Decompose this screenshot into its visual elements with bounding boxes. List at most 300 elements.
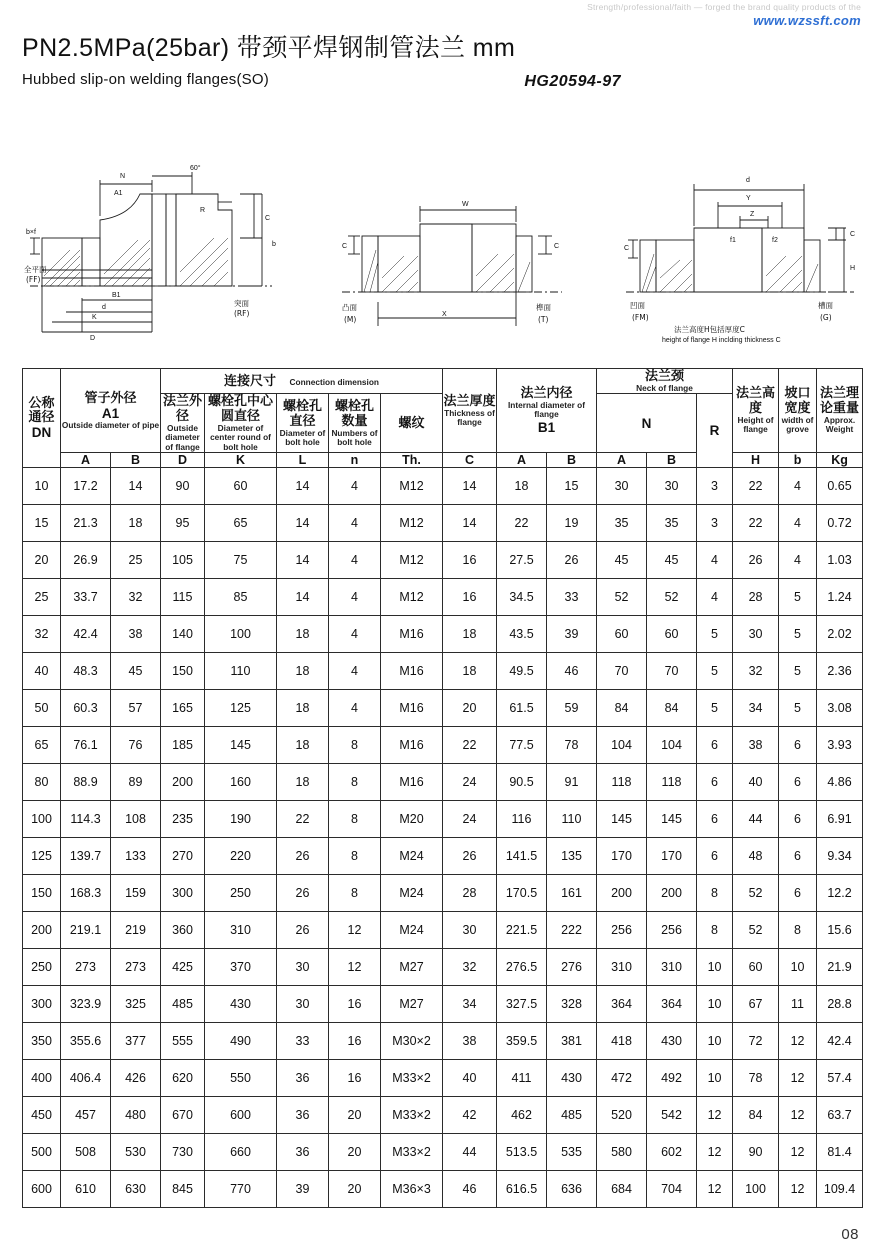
specification-table-wrapper bbox=[22, 368, 861, 1208]
header-c-cn: 法兰厚度 bbox=[443, 392, 496, 408]
svg-text:(RF): (RF) bbox=[234, 309, 250, 318]
page-subtitle: Hubbed slip-on welding flanges(SO) bbox=[22, 71, 269, 88]
table-cell: 26 bbox=[443, 837, 497, 874]
table-cell: 12 bbox=[779, 1022, 817, 1059]
table-cell: 12 bbox=[779, 1096, 817, 1133]
table-cell: 273 bbox=[61, 948, 111, 985]
table-cell: 14 bbox=[277, 541, 329, 578]
table-cell: 116 bbox=[497, 800, 547, 837]
table-cell: 8 bbox=[779, 911, 817, 948]
table-cell: 28 bbox=[443, 874, 497, 911]
table-cell: 22 bbox=[277, 800, 329, 837]
svg-text:(T): (T) bbox=[538, 315, 549, 324]
symbol-B1-B: B bbox=[547, 452, 597, 467]
table-cell: 125 bbox=[205, 689, 277, 726]
table-cell: 33 bbox=[277, 1022, 329, 1059]
table-cell: 30 bbox=[597, 467, 647, 504]
table-cell: 310 bbox=[597, 948, 647, 985]
table-cell: 530 bbox=[111, 1133, 161, 1170]
table-cell: 33 bbox=[547, 578, 597, 615]
table-cell: 360 bbox=[161, 911, 205, 948]
table-cell: M16 bbox=[381, 689, 443, 726]
table-cell: 26 bbox=[733, 541, 779, 578]
table-cell: 250 bbox=[23, 948, 61, 985]
table-cell: 457 bbox=[61, 1096, 111, 1133]
table-cell: 219 bbox=[111, 911, 161, 948]
table-cell: 30 bbox=[277, 948, 329, 985]
svg-text:(M): (M) bbox=[344, 315, 357, 324]
header-k-en: Diameter of center round of bolt hole bbox=[210, 423, 271, 452]
table-cell: 770 bbox=[205, 1170, 277, 1207]
table-cell: 21.3 bbox=[61, 504, 111, 541]
table-cell: 141.5 bbox=[497, 837, 547, 874]
table-cell: 5 bbox=[697, 652, 733, 689]
table-cell: M16 bbox=[381, 615, 443, 652]
table-cell: 513.5 bbox=[497, 1133, 547, 1170]
table-cell: 12 bbox=[697, 1096, 733, 1133]
table-cell: 12 bbox=[697, 1170, 733, 1207]
svg-text:d: d bbox=[102, 304, 106, 311]
table-cell: 276 bbox=[547, 948, 597, 985]
table-cell: 40 bbox=[443, 1059, 497, 1096]
table-cell: 65 bbox=[205, 504, 277, 541]
table-cell: 400 bbox=[23, 1059, 61, 1096]
table-cell: 610 bbox=[61, 1170, 111, 1207]
table-cell: 5 bbox=[779, 615, 817, 652]
table-cell: 20 bbox=[329, 1133, 381, 1170]
table-cell: 490 bbox=[205, 1022, 277, 1059]
header-conn-en: Connection dimension bbox=[289, 376, 379, 387]
table-cell: 19 bbox=[547, 504, 597, 541]
company-slogan: Strength/professional/faith — forged the brand quality products of the bbox=[587, 2, 861, 12]
table-cell: 26 bbox=[547, 541, 597, 578]
table-cell: M27 bbox=[381, 985, 443, 1022]
table-cell: 15 bbox=[23, 504, 61, 541]
technical-drawings bbox=[22, 150, 861, 345]
table-cell: 500 bbox=[23, 1133, 61, 1170]
table-cell: 11 bbox=[779, 985, 817, 1022]
svg-text:C: C bbox=[342, 243, 348, 250]
table-cell: 59 bbox=[547, 689, 597, 726]
table-cell: 84 bbox=[597, 689, 647, 726]
table-cell: 0.72 bbox=[817, 504, 863, 541]
header-n-cn: 螺栓孔数量 bbox=[334, 397, 374, 428]
header-radius bbox=[697, 394, 733, 468]
table-cell: 36 bbox=[277, 1096, 329, 1133]
svg-text:(FF): (FF) bbox=[26, 275, 41, 284]
table-cell: 24 bbox=[443, 763, 497, 800]
table-cell: M24 bbox=[381, 874, 443, 911]
company-website[interactable]: www.wzssft.com bbox=[753, 13, 861, 28]
table-cell: 39 bbox=[547, 615, 597, 652]
symbol-K: K bbox=[205, 452, 277, 467]
table-cell: 602 bbox=[647, 1133, 697, 1170]
table-cell: 10 bbox=[23, 467, 61, 504]
table-cell: 118 bbox=[647, 763, 697, 800]
symbol-H: H bbox=[733, 452, 779, 467]
svg-text:height of flange H inclding th: height of flange H inclding thickness C bbox=[662, 337, 781, 344]
table-cell: 114.3 bbox=[61, 800, 111, 837]
table-cell: 1.24 bbox=[817, 578, 863, 615]
svg-text:R: R bbox=[200, 207, 206, 214]
table-cell: 57 bbox=[111, 689, 161, 726]
header-l-cn: 螺栓孔直径 bbox=[282, 397, 322, 428]
table-cell: 704 bbox=[647, 1170, 697, 1207]
table-cell: 256 bbox=[647, 911, 697, 948]
table-cell: 542 bbox=[647, 1096, 697, 1133]
table-cell: 65 bbox=[23, 726, 61, 763]
header-b1-cn: 法兰内径 bbox=[520, 385, 573, 401]
header-a1-cn: 管子外径 bbox=[84, 389, 137, 405]
table-cell: 12 bbox=[779, 1133, 817, 1170]
table-cell: 20 bbox=[329, 1096, 381, 1133]
table-row bbox=[23, 615, 863, 652]
table-cell: 6.91 bbox=[817, 800, 863, 837]
table-cell: 33.7 bbox=[61, 578, 111, 615]
table-cell: 660 bbox=[205, 1133, 277, 1170]
table-cell: 90 bbox=[161, 467, 205, 504]
table-cell: 78 bbox=[547, 726, 597, 763]
table-cell: 276.5 bbox=[497, 948, 547, 985]
table-cell: 200 bbox=[161, 763, 205, 800]
header-dn bbox=[23, 369, 61, 468]
table-row bbox=[23, 874, 863, 911]
table-cell: 70 bbox=[597, 652, 647, 689]
header-c-en: Thickness of flange bbox=[444, 407, 495, 427]
table-cell: M24 bbox=[381, 911, 443, 948]
standard-code: HG20594-97 bbox=[524, 73, 621, 90]
table-cell: 12 bbox=[329, 948, 381, 985]
table-cell: 17.2 bbox=[61, 467, 111, 504]
table-cell: 60 bbox=[647, 615, 697, 652]
table-cell: 636 bbox=[547, 1170, 597, 1207]
table-cell: 88.9 bbox=[61, 763, 111, 800]
header-outside-diameter-flange bbox=[161, 394, 205, 453]
table-cell: 77.5 bbox=[497, 726, 547, 763]
table-cell: 52 bbox=[647, 578, 697, 615]
table-cell: 18 bbox=[497, 467, 547, 504]
symbol-C: C bbox=[443, 452, 497, 467]
table-cell: 845 bbox=[161, 1170, 205, 1207]
svg-text:b×f: b×f bbox=[26, 229, 36, 236]
table-cell: 81.4 bbox=[817, 1133, 863, 1170]
table-cell: 4.86 bbox=[817, 763, 863, 800]
page-number: 08 bbox=[841, 1226, 859, 1243]
table-cell: 18 bbox=[111, 504, 161, 541]
table-cell: 8 bbox=[329, 874, 381, 911]
table-cell: 22 bbox=[733, 504, 779, 541]
table-cell: 18 bbox=[277, 763, 329, 800]
table-cell: 16 bbox=[329, 1022, 381, 1059]
table-cell: 10 bbox=[697, 1059, 733, 1096]
table-cell: 219.1 bbox=[61, 911, 111, 948]
table-cell: 170 bbox=[647, 837, 697, 874]
header-neck-n bbox=[597, 394, 697, 453]
table-cell: 118 bbox=[597, 763, 647, 800]
table-cell: 38 bbox=[443, 1022, 497, 1059]
table-cell: 52 bbox=[597, 578, 647, 615]
table-cell: 8 bbox=[697, 911, 733, 948]
table-cell: 26 bbox=[277, 874, 329, 911]
table-cell: 480 bbox=[111, 1096, 161, 1133]
table-cell: 133 bbox=[111, 837, 161, 874]
table-cell: 40 bbox=[733, 763, 779, 800]
table-cell: 5 bbox=[779, 652, 817, 689]
header-bolt-circle-diameter bbox=[205, 394, 277, 453]
table-cell: 370 bbox=[205, 948, 277, 985]
table-cell: M12 bbox=[381, 578, 443, 615]
table-cell: 472 bbox=[597, 1059, 647, 1096]
svg-text:C: C bbox=[554, 243, 560, 250]
table-cell: 6 bbox=[697, 726, 733, 763]
table-cell: 34.5 bbox=[497, 578, 547, 615]
table-cell: 0.65 bbox=[817, 467, 863, 504]
table-row bbox=[23, 800, 863, 837]
table-cell: 12 bbox=[329, 911, 381, 948]
table-cell: 22 bbox=[733, 467, 779, 504]
table-cell: 190 bbox=[205, 800, 277, 837]
table-cell: 28.8 bbox=[817, 985, 863, 1022]
table-cell: 256 bbox=[597, 911, 647, 948]
table-cell: 6 bbox=[779, 800, 817, 837]
figure-male-tenon-face bbox=[312, 150, 592, 345]
table-cell: 78 bbox=[733, 1059, 779, 1096]
table-cell: 12.2 bbox=[817, 874, 863, 911]
table-cell: 45 bbox=[647, 541, 697, 578]
table-cell: 200 bbox=[647, 874, 697, 911]
table-cell: 30 bbox=[277, 985, 329, 1022]
table-cell: 16 bbox=[443, 541, 497, 578]
table-cell: 4 bbox=[329, 578, 381, 615]
header-h-en: Height of flange bbox=[737, 415, 774, 435]
table-row bbox=[23, 948, 863, 985]
header-neck-en: Neck of flange bbox=[636, 382, 693, 393]
svg-text:C: C bbox=[624, 245, 630, 252]
table-cell: 10 bbox=[697, 1022, 733, 1059]
table-cell: 8 bbox=[329, 763, 381, 800]
table-cell: 28 bbox=[733, 578, 779, 615]
table-cell: 25 bbox=[111, 541, 161, 578]
table-cell: 4 bbox=[329, 504, 381, 541]
table-cell: 67 bbox=[733, 985, 779, 1022]
table-row bbox=[23, 763, 863, 800]
table-cell: 273 bbox=[111, 948, 161, 985]
title-block bbox=[22, 28, 861, 100]
table-cell: 425 bbox=[161, 948, 205, 985]
table-cell: 670 bbox=[161, 1096, 205, 1133]
table-cell: 95 bbox=[161, 504, 205, 541]
table-row bbox=[23, 985, 863, 1022]
table-cell: 39 bbox=[277, 1170, 329, 1207]
table-cell: 8 bbox=[697, 874, 733, 911]
table-cell: 220 bbox=[205, 837, 277, 874]
table-cell: M16 bbox=[381, 652, 443, 689]
table-cell: 46 bbox=[443, 1170, 497, 1207]
symbol-A1-A: A bbox=[61, 452, 111, 467]
table-cell: 14 bbox=[277, 504, 329, 541]
table-cell: 185 bbox=[161, 726, 205, 763]
table-cell: 381 bbox=[547, 1022, 597, 1059]
table-cell: 14 bbox=[443, 504, 497, 541]
table-cell: 3 bbox=[697, 504, 733, 541]
header-neck-of-flange bbox=[597, 369, 733, 394]
table-cell: 60 bbox=[597, 615, 647, 652]
svg-text:X: X bbox=[442, 311, 447, 318]
table-cell: 4 bbox=[329, 615, 381, 652]
table-cell: 91 bbox=[547, 763, 597, 800]
table-cell: 600 bbox=[23, 1170, 61, 1207]
table-cell: 52 bbox=[733, 874, 779, 911]
table-cell: 36 bbox=[277, 1133, 329, 1170]
table-cell: 44 bbox=[443, 1133, 497, 1170]
svg-text:60°: 60° bbox=[190, 165, 201, 172]
table-cell: 325 bbox=[111, 985, 161, 1022]
table-cell: 18 bbox=[443, 652, 497, 689]
table-cell: 535 bbox=[547, 1133, 597, 1170]
header-a1-en: Outside diameter of pipe bbox=[61, 419, 160, 430]
table-cell: 15.6 bbox=[817, 911, 863, 948]
table-cell: 2.02 bbox=[817, 615, 863, 652]
table-cell: M12 bbox=[381, 541, 443, 578]
table-cell: 5 bbox=[779, 578, 817, 615]
svg-text:f2: f2 bbox=[772, 237, 778, 244]
table-cell: 38 bbox=[733, 726, 779, 763]
header-bolt-hole-diameter bbox=[277, 394, 329, 453]
flange-specification-table bbox=[22, 368, 863, 1208]
table-cell: 492 bbox=[647, 1059, 697, 1096]
svg-text:D: D bbox=[90, 335, 96, 342]
table-cell: 10 bbox=[697, 985, 733, 1022]
header-b1-sym: B1 bbox=[537, 419, 556, 435]
header-b-cn: 坡口宽度 bbox=[784, 385, 811, 416]
table-cell: 125 bbox=[23, 837, 61, 874]
table-cell: 36 bbox=[277, 1059, 329, 1096]
table-cell: 30 bbox=[733, 615, 779, 652]
table-cell: 30 bbox=[647, 467, 697, 504]
table-row bbox=[23, 1022, 863, 1059]
table-cell: 684 bbox=[597, 1170, 647, 1207]
table-cell: 462 bbox=[497, 1096, 547, 1133]
table-cell: 328 bbox=[547, 985, 597, 1022]
table-cell: 485 bbox=[161, 985, 205, 1022]
table-cell: 109.4 bbox=[817, 1170, 863, 1207]
table-cell: 170 bbox=[597, 837, 647, 874]
header-th-cn: 螺纹 bbox=[398, 414, 425, 430]
table-cell: 21.9 bbox=[817, 948, 863, 985]
header-conn-cn: 连接尺寸 bbox=[224, 372, 277, 388]
table-body bbox=[23, 467, 863, 1207]
header-neck-sym: N bbox=[641, 415, 652, 431]
table-cell: 18 bbox=[277, 652, 329, 689]
top-watermark-bar bbox=[0, 0, 883, 30]
table-cell: 16 bbox=[443, 578, 497, 615]
figure-female-groove-face bbox=[622, 150, 861, 345]
table-row bbox=[23, 1059, 863, 1096]
table-cell: 6 bbox=[697, 763, 733, 800]
table-cell: M16 bbox=[381, 726, 443, 763]
table-cell: 76 bbox=[111, 726, 161, 763]
svg-text:N: N bbox=[120, 173, 126, 180]
svg-text:法兰高度H包括厚度C: 法兰高度H包括厚度C bbox=[674, 325, 745, 334]
table-cell: 35 bbox=[597, 504, 647, 541]
table-cell: 20 bbox=[443, 689, 497, 726]
table-cell: 43.5 bbox=[497, 615, 547, 652]
table-cell: 377 bbox=[111, 1022, 161, 1059]
table-cell: 310 bbox=[205, 911, 277, 948]
table-cell: 26 bbox=[277, 911, 329, 948]
header-height-of-flange bbox=[733, 369, 779, 453]
table-cell: 327.5 bbox=[497, 985, 547, 1022]
table-cell: 3 bbox=[697, 467, 733, 504]
table-cell: 4 bbox=[329, 467, 381, 504]
symbol-Th: Th. bbox=[381, 452, 443, 467]
table-cell: 135 bbox=[547, 837, 597, 874]
table-cell: 200 bbox=[597, 874, 647, 911]
table-row bbox=[23, 467, 863, 504]
table-cell: 32 bbox=[733, 652, 779, 689]
table-cell: 90.5 bbox=[497, 763, 547, 800]
table-cell: M33×2 bbox=[381, 1096, 443, 1133]
table-cell: 430 bbox=[647, 1022, 697, 1059]
table-cell: 72 bbox=[733, 1022, 779, 1059]
svg-text:C: C bbox=[850, 231, 856, 238]
table-row bbox=[23, 541, 863, 578]
table-cell: 5 bbox=[779, 689, 817, 726]
table-cell: 350 bbox=[23, 1022, 61, 1059]
table-cell: 100 bbox=[205, 615, 277, 652]
svg-text:b: b bbox=[272, 241, 276, 248]
table-cell: 430 bbox=[205, 985, 277, 1022]
table-cell: 4 bbox=[779, 541, 817, 578]
table-cell: 105 bbox=[161, 541, 205, 578]
table-cell: 616.5 bbox=[497, 1170, 547, 1207]
symbol-L: L bbox=[277, 452, 329, 467]
table-cell: 76.1 bbox=[61, 726, 111, 763]
table-cell: 6 bbox=[779, 874, 817, 911]
table-cell: 323.9 bbox=[61, 985, 111, 1022]
header-width-of-grove bbox=[779, 369, 817, 453]
table-cell: 108 bbox=[111, 800, 161, 837]
table-cell: 18 bbox=[277, 689, 329, 726]
header-r-sym: R bbox=[709, 423, 720, 439]
header-neck-cn: 法兰颈 bbox=[645, 368, 685, 383]
table-cell: 430 bbox=[547, 1059, 597, 1096]
symbol-b: b bbox=[779, 452, 817, 467]
svg-text:A1: A1 bbox=[114, 190, 123, 197]
svg-text:H: H bbox=[850, 265, 856, 272]
svg-text:Z: Z bbox=[750, 211, 755, 218]
table-cell: 14 bbox=[277, 578, 329, 615]
table-cell: 411 bbox=[497, 1059, 547, 1096]
table-cell: M12 bbox=[381, 504, 443, 541]
table-cell: 5 bbox=[697, 689, 733, 726]
table-cell: 8 bbox=[329, 837, 381, 874]
table-cell: 70 bbox=[647, 652, 697, 689]
table-cell: 600 bbox=[205, 1096, 277, 1133]
table-cell: 161 bbox=[547, 874, 597, 911]
svg-text:突面: 突面 bbox=[234, 299, 249, 308]
table-cell: 22 bbox=[443, 726, 497, 763]
table-cell: 555 bbox=[161, 1022, 205, 1059]
symbol-N-B: B bbox=[647, 452, 697, 467]
table-cell: 30 bbox=[443, 911, 497, 948]
header-k-cn: 螺栓孔中心圆直径 bbox=[207, 393, 273, 424]
table-cell: 35 bbox=[647, 504, 697, 541]
symbol-n: n bbox=[329, 452, 381, 467]
header-bolt-hole-number bbox=[329, 394, 381, 453]
table-cell: 4 bbox=[697, 578, 733, 615]
table-cell: 26.9 bbox=[61, 541, 111, 578]
